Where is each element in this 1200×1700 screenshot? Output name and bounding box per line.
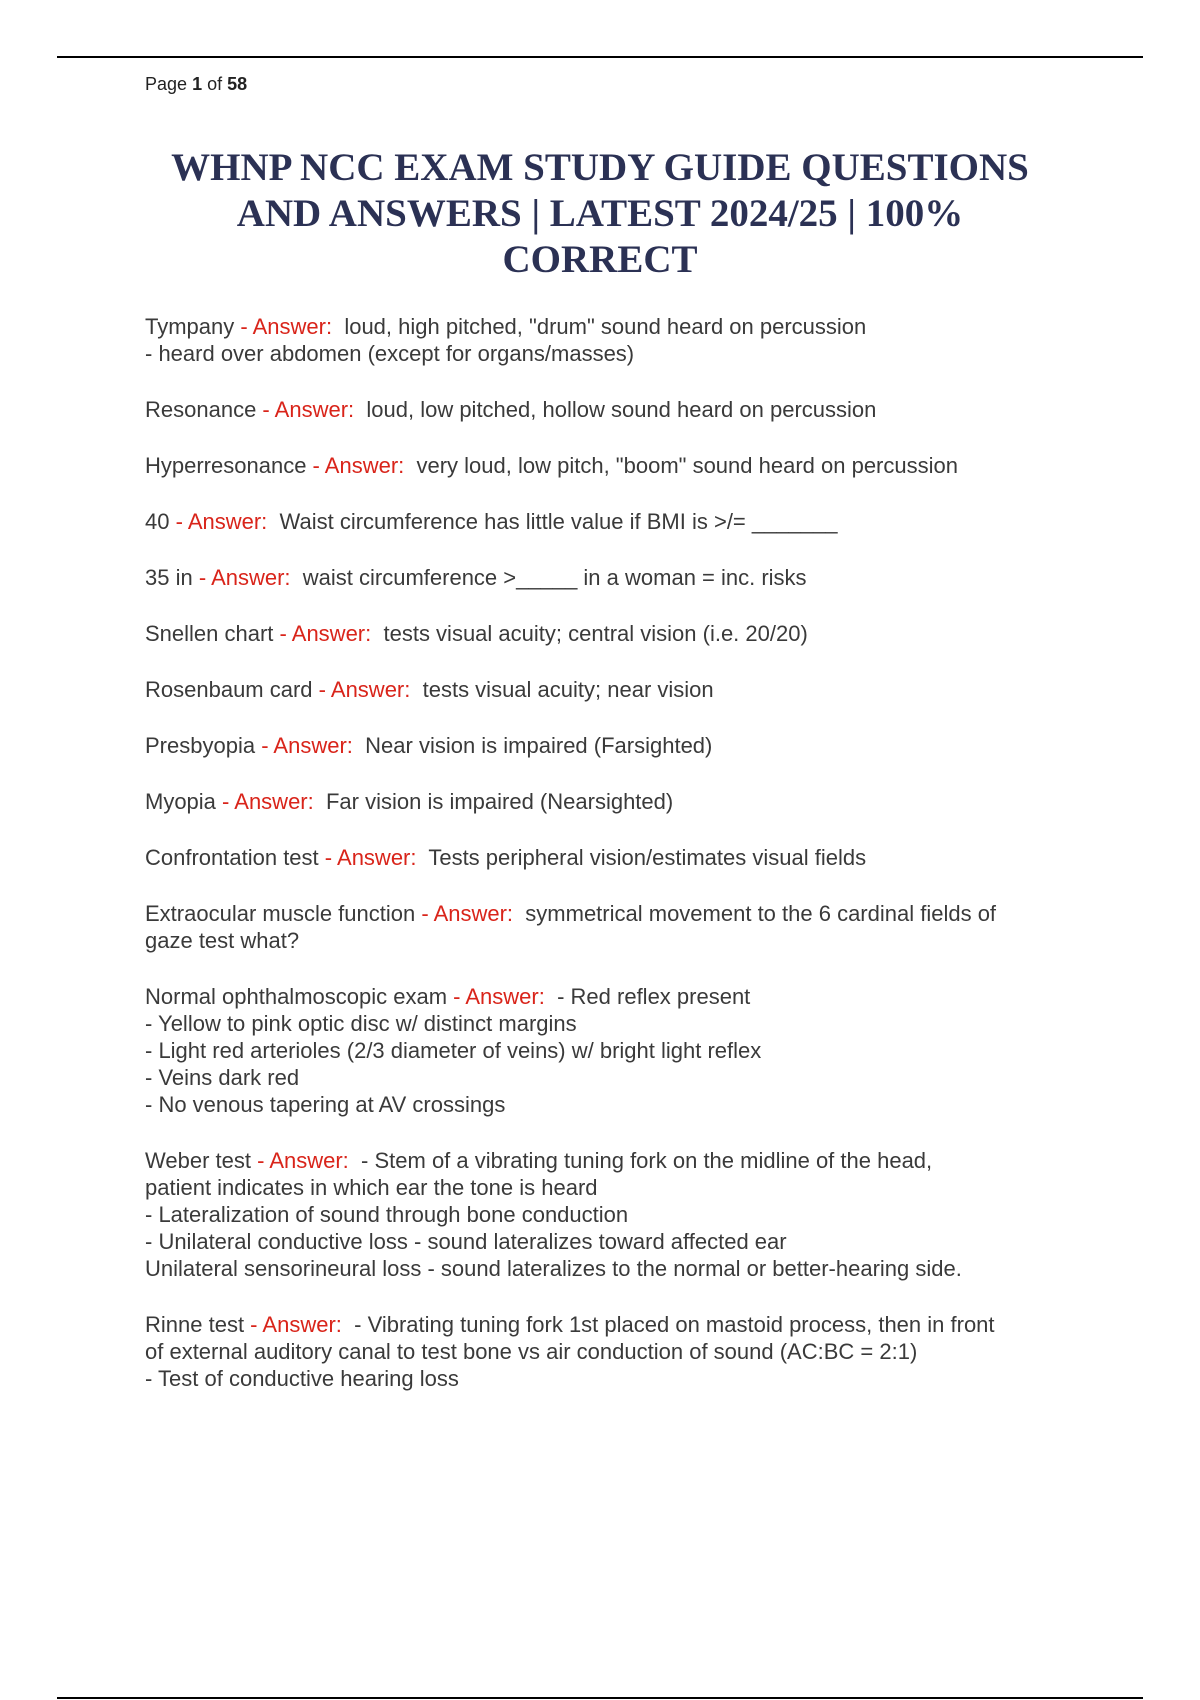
qa-definition: loud, high pitched, "drum" sound heard on percussion: [344, 314, 867, 339]
qa-definition: Far vision is impaired (Nearsighted): [325, 789, 674, 814]
qa-entry: [145, 732, 1095, 759]
qa-entry: [145, 788, 1095, 815]
qa-continuation-line: - Lateralization of sound through bone conduction: [145, 1202, 629, 1227]
answer-label: Answer:: [465, 984, 545, 1009]
qa-definition: - Red reflex present: [557, 984, 751, 1009]
qa-separator: -: [255, 733, 274, 758]
qa-entry: [145, 396, 1095, 423]
answer-label: Answer:: [274, 397, 355, 422]
qa-term: Hyperresonance: [145, 453, 307, 478]
qa-entry: [145, 508, 1095, 535]
qa-separator: -: [169, 509, 188, 534]
qa-first-line: [145, 844, 1095, 871]
qa-definition: Tests peripheral vision/estimates visual fields: [428, 845, 867, 870]
answer-label: Answer:: [269, 1148, 349, 1173]
qa-term: 40: [145, 509, 170, 534]
qa-definition: very loud, low pitch, "boom" sound heard on percussion: [416, 453, 958, 478]
qa-entry: [145, 564, 1095, 591]
answer-label: Answer:: [337, 845, 417, 870]
page-label: Page: [145, 74, 188, 94]
qa-first-line: [145, 313, 1095, 340]
qa-entry: [145, 452, 1095, 479]
qa-term: Confrontation test: [145, 845, 319, 870]
qa-separator: -: [312, 677, 331, 702]
qa-term: 35 in: [145, 565, 193, 590]
qa-first-line: [145, 732, 1095, 759]
qa-continuation-line: - Light red arterioles (2/3 diameter of veins) w/ bright light reflex: [145, 1038, 762, 1063]
qa-first-line: [145, 396, 1095, 423]
answer-label: Answer:: [273, 733, 353, 758]
qa-separator: -: [234, 314, 253, 339]
qa-separator: -: [244, 1312, 263, 1337]
qa-first-line: [145, 676, 1095, 703]
page-number: [145, 74, 247, 95]
qa-term: Resonance: [145, 397, 257, 422]
qa-entry: [145, 983, 1095, 1118]
page-of: of: [207, 74, 223, 94]
answer-label: Answer:: [324, 453, 405, 478]
qa-first-line: [145, 900, 1095, 927]
qa-term: Normal ophthalmoscopic exam: [145, 984, 448, 1009]
qa-definition: Near vision is impaired (Farsighted): [365, 733, 713, 758]
qa-continuation-line: - Veins dark red: [145, 1065, 300, 1090]
qa-continuation-line: - Unilateral conductive loss - sound lateralizes toward affected ear: [145, 1229, 787, 1254]
answer-label: Answer:: [187, 509, 268, 534]
answer-label: Answer:: [262, 1312, 342, 1337]
answer-label: Answer:: [291, 621, 372, 646]
answer-label: Answer:: [234, 789, 314, 814]
qa-entry: [145, 900, 1095, 954]
qa-term: Snellen chart: [145, 621, 274, 646]
qa-definition: waist circumference >_____ in a woman = inc. risks: [302, 565, 807, 590]
qa-term: Presbyopia: [145, 733, 256, 758]
qa-continuation-line: - heard over abdomen (except for organs/masses): [145, 341, 635, 366]
qa-first-line: [145, 452, 1095, 479]
answer-label: Answer:: [330, 677, 411, 702]
qa-first-line: [145, 1147, 1095, 1174]
qa-first-line: [145, 508, 1095, 535]
qa-term: Myopia: [145, 789, 216, 814]
qa-first-line: [145, 564, 1095, 591]
page-total: 58: [227, 74, 248, 94]
qa-separator: -: [447, 984, 466, 1009]
header-rule: [57, 56, 1143, 58]
qa-continuation-line: of external auditory canal to test bone vs air conduction of sound (AC:BC = 2:1): [145, 1339, 918, 1364]
answer-label: Answer:: [252, 314, 333, 339]
qa-separator: -: [256, 397, 275, 422]
qa-definition: tests visual acuity; central vision (i.e. 20/20): [383, 621, 808, 646]
answer-label: Answer:: [433, 901, 514, 926]
qa-term: Rinne test: [145, 1312, 245, 1337]
qa-first-line: [145, 1311, 1095, 1338]
title-line: CORRECT: [502, 238, 698, 281]
qa-separator: -: [415, 901, 434, 926]
answer-label: Answer:: [211, 565, 291, 590]
qa-definition: tests visual acuity; near vision: [422, 677, 714, 702]
qa-separator: -: [318, 845, 338, 870]
qa-separator: -: [250, 1148, 270, 1173]
qa-continuation-line: - No venous tapering at AV crossings: [145, 1092, 506, 1117]
qa-continuation-line: - Test of conductive hearing loss: [145, 1366, 459, 1391]
qa-definition: - Stem of a vibrating tuning fork on the midline of the head,: [361, 1148, 933, 1173]
qa-first-line: [145, 983, 1095, 1010]
document-title: [100, 145, 1100, 283]
qa-definition: Waist circumference has little value if BMI is >/= _______: [279, 509, 838, 534]
title-line: AND ANSWERS | LATEST 2024/25 | 100%: [236, 192, 964, 235]
qa-continuation-line: gaze test what?: [145, 928, 300, 953]
qa-continuation-line: - Yellow to pink optic disc w/ distinct margins: [145, 1011, 577, 1036]
qa-entry: [145, 1311, 1095, 1392]
qa-separator: -: [273, 621, 292, 646]
qa-term: Rosenbaum card: [145, 677, 313, 702]
qa-first-line: [145, 620, 1095, 647]
qa-definition: symmetrical movement to the 6 cardinal fields of: [525, 901, 997, 926]
qa-separator: -: [306, 453, 325, 478]
qa-separator: -: [192, 565, 212, 590]
qa-first-line: [145, 788, 1095, 815]
qa-definition: - Vibrating tuning fork 1st placed on mastoid process, then in front: [354, 1312, 995, 1337]
qa-entry: [145, 313, 1095, 367]
title-line: WHNP NCC EXAM STUDY GUIDE QUESTIONS: [171, 146, 1029, 189]
qa-list: [145, 313, 1095, 1421]
qa-entry: [145, 844, 1095, 871]
qa-term: Tympany: [145, 314, 235, 339]
qa-entry: [145, 620, 1095, 647]
page-current: 1: [192, 74, 203, 94]
qa-entry: [145, 676, 1095, 703]
footer-rule: [57, 1697, 1143, 1699]
qa-continuation-line: Unilateral sensorineural loss - sound lateralizes to the normal or better-hearing side.: [145, 1256, 962, 1281]
qa-separator: -: [215, 789, 235, 814]
qa-term: Extraocular muscle function: [145, 901, 416, 926]
qa-definition: loud, low pitched, hollow sound heard on percussion: [366, 397, 877, 422]
qa-continuation-line: patient indicates in which ear the tone is heard: [145, 1175, 598, 1200]
qa-entry: [145, 1147, 1095, 1282]
qa-term: Weber test: [145, 1148, 251, 1173]
